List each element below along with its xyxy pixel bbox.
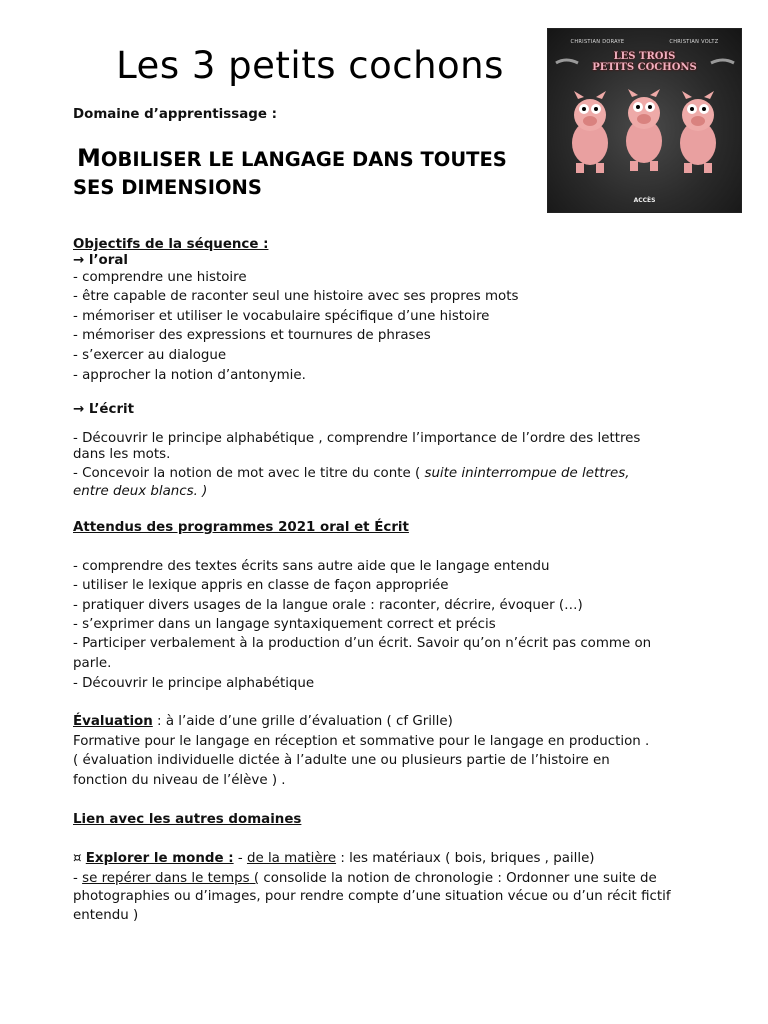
ecrit-item-line: entre deux blancs. )	[73, 484, 208, 499]
objectives-heading: Objectifs de la séquence :	[73, 237, 269, 252]
domain-heading-line1-rest: OBILISER LE LANGAGE DANS TOUTES	[100, 148, 507, 171]
evaluation-line: Formative pour le langage en réception et sommative pour le langage en production .	[73, 734, 650, 749]
attendus-item: - utiliser le lexique appris en classe de façon appropriée	[73, 578, 449, 593]
book-cover-image	[547, 28, 742, 213]
evaluation-line1-rest: : à l’aide d’une grille d’évaluation ( cf Grille)	[152, 714, 453, 729]
evaluation-label: Évaluation	[73, 714, 153, 729]
ecrit-item-line	[73, 465, 629, 482]
ecrit-item-line: - Découvrir le principe alphabétique , comprendre l’importance de l’ordre des lettres	[73, 431, 641, 446]
temps-text: consolide la notion de chronologie : Ordonner une suite de	[259, 871, 657, 886]
attendus-item: - Découvrir le principe alphabétique	[73, 676, 315, 691]
temps-line	[73, 870, 657, 887]
three-pigs-illustration	[548, 29, 741, 212]
evaluation-line: ( évaluation individuelle dictée à l’adulte une ou plusieurs partie de l’histoire en	[73, 753, 610, 768]
matiere-text: : les matériaux ( bois, briques , paille)	[336, 851, 595, 866]
oral-item: - être capable de raconter seul une histoire avec ses propres mots	[73, 289, 519, 304]
page-title: Les 3 petits cochons	[116, 44, 504, 87]
temps-line: entendu )	[73, 908, 139, 923]
oral-item: - mémoriser et utiliser le vocabulaire spécifique d’une histoire	[73, 309, 490, 324]
temps-prefix: -	[73, 871, 83, 886]
oral-item: - s’exercer au dialogue	[73, 348, 227, 363]
evaluation-line: fonction du niveau de l’élève ) .	[73, 773, 286, 788]
evaluation-line	[73, 713, 453, 730]
oral-heading: → l’oral	[73, 253, 128, 268]
oral-item: - mémoriser des expressions et tournures de phrases	[73, 328, 431, 343]
bullet-symbol: ¤	[73, 851, 86, 866]
oral-item: - comprendre une histoire	[73, 270, 247, 285]
temps-line: photographies ou d’images, pour rendre compte d’une situation vécue ou d’un récit fictif	[73, 889, 671, 904]
domain-heading-initial: M	[77, 144, 101, 172]
matiere-label: de la matière	[246, 851, 337, 866]
ecrit-item-line: dans les mots.	[73, 447, 171, 462]
ecrit-item2-text: - Concevoir la notion de mot avec le titre du conte (	[73, 466, 425, 481]
attendus-heading: Attendus des programmes 2021 oral et Écrit	[73, 520, 409, 535]
cover-title-line2: PETITS COCHONS	[592, 62, 697, 73]
cover-author-right: CHRISTIAN VOLTZ	[669, 39, 719, 45]
attendus-item: - comprendre des textes écrits sans autre aide que le langage entendu	[73, 559, 550, 574]
liens-heading: Lien avec les autres domaines	[73, 812, 302, 827]
ecrit-item2-italic: suite ininterrompue de lettres,	[424, 466, 630, 481]
domain-label: Domaine d’apprentissage :	[73, 107, 277, 122]
explorer-line	[73, 850, 595, 867]
temps-label: se repérer dans le temps	[82, 871, 250, 886]
separator: -	[233, 851, 247, 866]
attendus-item: - s’exprimer dans un langage syntaxiquement correct et précis	[73, 617, 496, 632]
explorer-label: Explorer le monde :	[85, 851, 234, 866]
cover-title-line1: LES TROIS	[613, 51, 676, 62]
domain-heading-line1	[77, 145, 507, 173]
ecrit-heading: → L’écrit	[73, 402, 135, 417]
attendus-item: parle.	[73, 656, 112, 671]
cover-author-left: CHRISTIAN DORAYE	[570, 39, 625, 45]
attendus-item: - pratiquer divers usages de la langue orale : raconter, décrire, évoquer (…)	[73, 598, 583, 613]
cover-publisher: ACCÈS	[633, 197, 656, 204]
temps-paren: (	[249, 871, 260, 886]
domain-heading-line2: SES DIMENSIONS	[73, 176, 262, 199]
oral-item: - approcher la notion d’antonymie.	[73, 368, 306, 383]
attendus-item: - Participer verbalement à la production d’un écrit. Savoir qu’on n’écrit pas comme on	[73, 636, 652, 651]
